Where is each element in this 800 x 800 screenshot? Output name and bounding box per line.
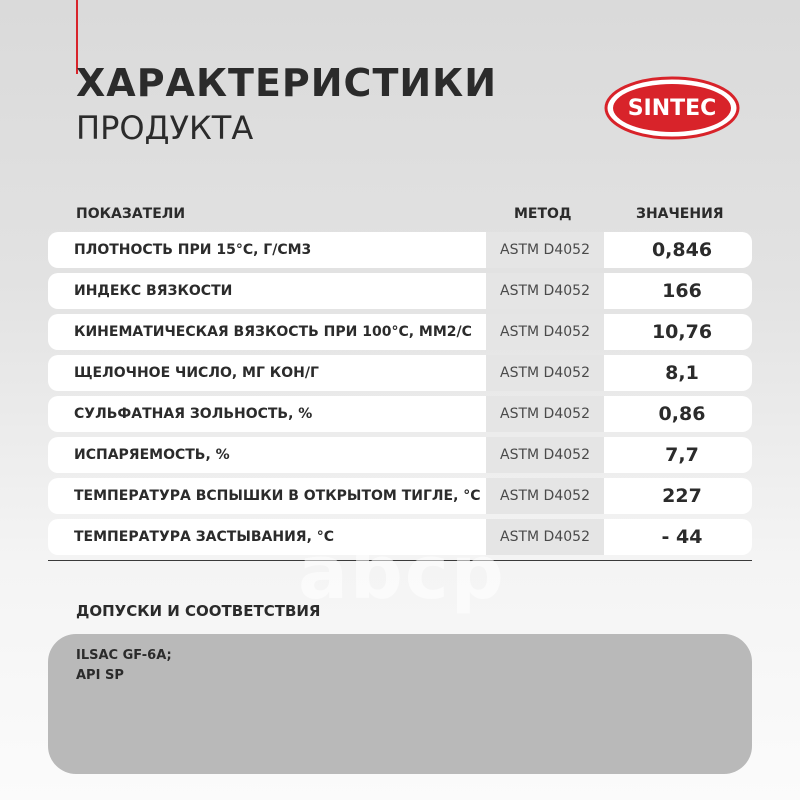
row-value: 227 bbox=[662, 485, 702, 507]
row-method: ASTM D4052 bbox=[486, 232, 604, 268]
table-row bbox=[48, 437, 752, 473]
row-label: ЩЕЛОЧНОЕ ЧИСЛО, МГ КОН/Г bbox=[74, 365, 319, 381]
table-row bbox=[48, 273, 752, 309]
row-method: ASTM D4052 bbox=[486, 273, 604, 309]
row-value: 166 bbox=[662, 280, 702, 302]
approval-item: API SP bbox=[76, 668, 124, 683]
row-method: ASTM D4052 bbox=[486, 396, 604, 432]
row-label: КИНЕМАТИЧЕСКАЯ ВЯЗКОСТЬ ПРИ 100°С, ММ2/С bbox=[74, 324, 472, 340]
watermark: abcp bbox=[298, 530, 506, 616]
row-label: СУЛЬФАТНАЯ ЗОЛЬНОСТЬ, % bbox=[74, 406, 313, 422]
row-method: ASTM D4052 bbox=[486, 437, 604, 473]
table-row bbox=[48, 232, 752, 268]
row-label: ПЛОТНОСТЬ ПРИ 15°С, Г/СМ3 bbox=[74, 242, 312, 258]
approval-item: ILSAC GF-6A; bbox=[76, 648, 172, 663]
row-method: ASTM D4052 bbox=[486, 519, 604, 555]
table-row bbox=[48, 478, 752, 514]
approvals-list bbox=[76, 646, 172, 686]
row-label: ИНДЕКС ВЯЗКОСТИ bbox=[74, 283, 233, 299]
column-header-value: ЗНАЧЕНИЯ bbox=[636, 206, 724, 222]
row-value: 10,76 bbox=[651, 321, 713, 343]
row-label: ИСПАРЯЕМОСТЬ, % bbox=[74, 447, 230, 463]
row-method: ASTM D4052 bbox=[486, 355, 604, 391]
row-value: 7,7 bbox=[665, 444, 699, 466]
row-value: 0,846 bbox=[651, 239, 713, 261]
page-subtitle: ПРОДУКТА bbox=[76, 109, 254, 147]
approvals-title: ДОПУСКИ И СООТВЕТСТВИЯ bbox=[76, 602, 321, 620]
table-row bbox=[48, 355, 752, 391]
table-row bbox=[48, 314, 752, 350]
logo-text: SINTEC bbox=[627, 95, 717, 121]
row-value: - 44 bbox=[661, 526, 703, 548]
table-row bbox=[48, 396, 752, 432]
brand-logo bbox=[604, 76, 740, 140]
row-label: ТЕМПЕРАТУРА ЗАСТЫВАНИЯ, °С bbox=[74, 529, 335, 545]
row-value: 8,1 bbox=[665, 362, 699, 384]
row-method: ASTM D4052 bbox=[486, 314, 604, 350]
page-title: ХАРАКТЕРИСТИКИ bbox=[76, 61, 498, 105]
row-value: 0,86 bbox=[658, 403, 706, 425]
row-label: ТЕМПЕРАТУРА ВСПЫШКИ В ОТКРЫТОМ ТИГЛЕ, °С bbox=[74, 488, 481, 504]
column-header-indicator: ПОКАЗАТЕЛИ bbox=[76, 206, 186, 222]
column-header-method: МЕТОД bbox=[514, 206, 572, 222]
row-method: ASTM D4052 bbox=[486, 478, 604, 514]
